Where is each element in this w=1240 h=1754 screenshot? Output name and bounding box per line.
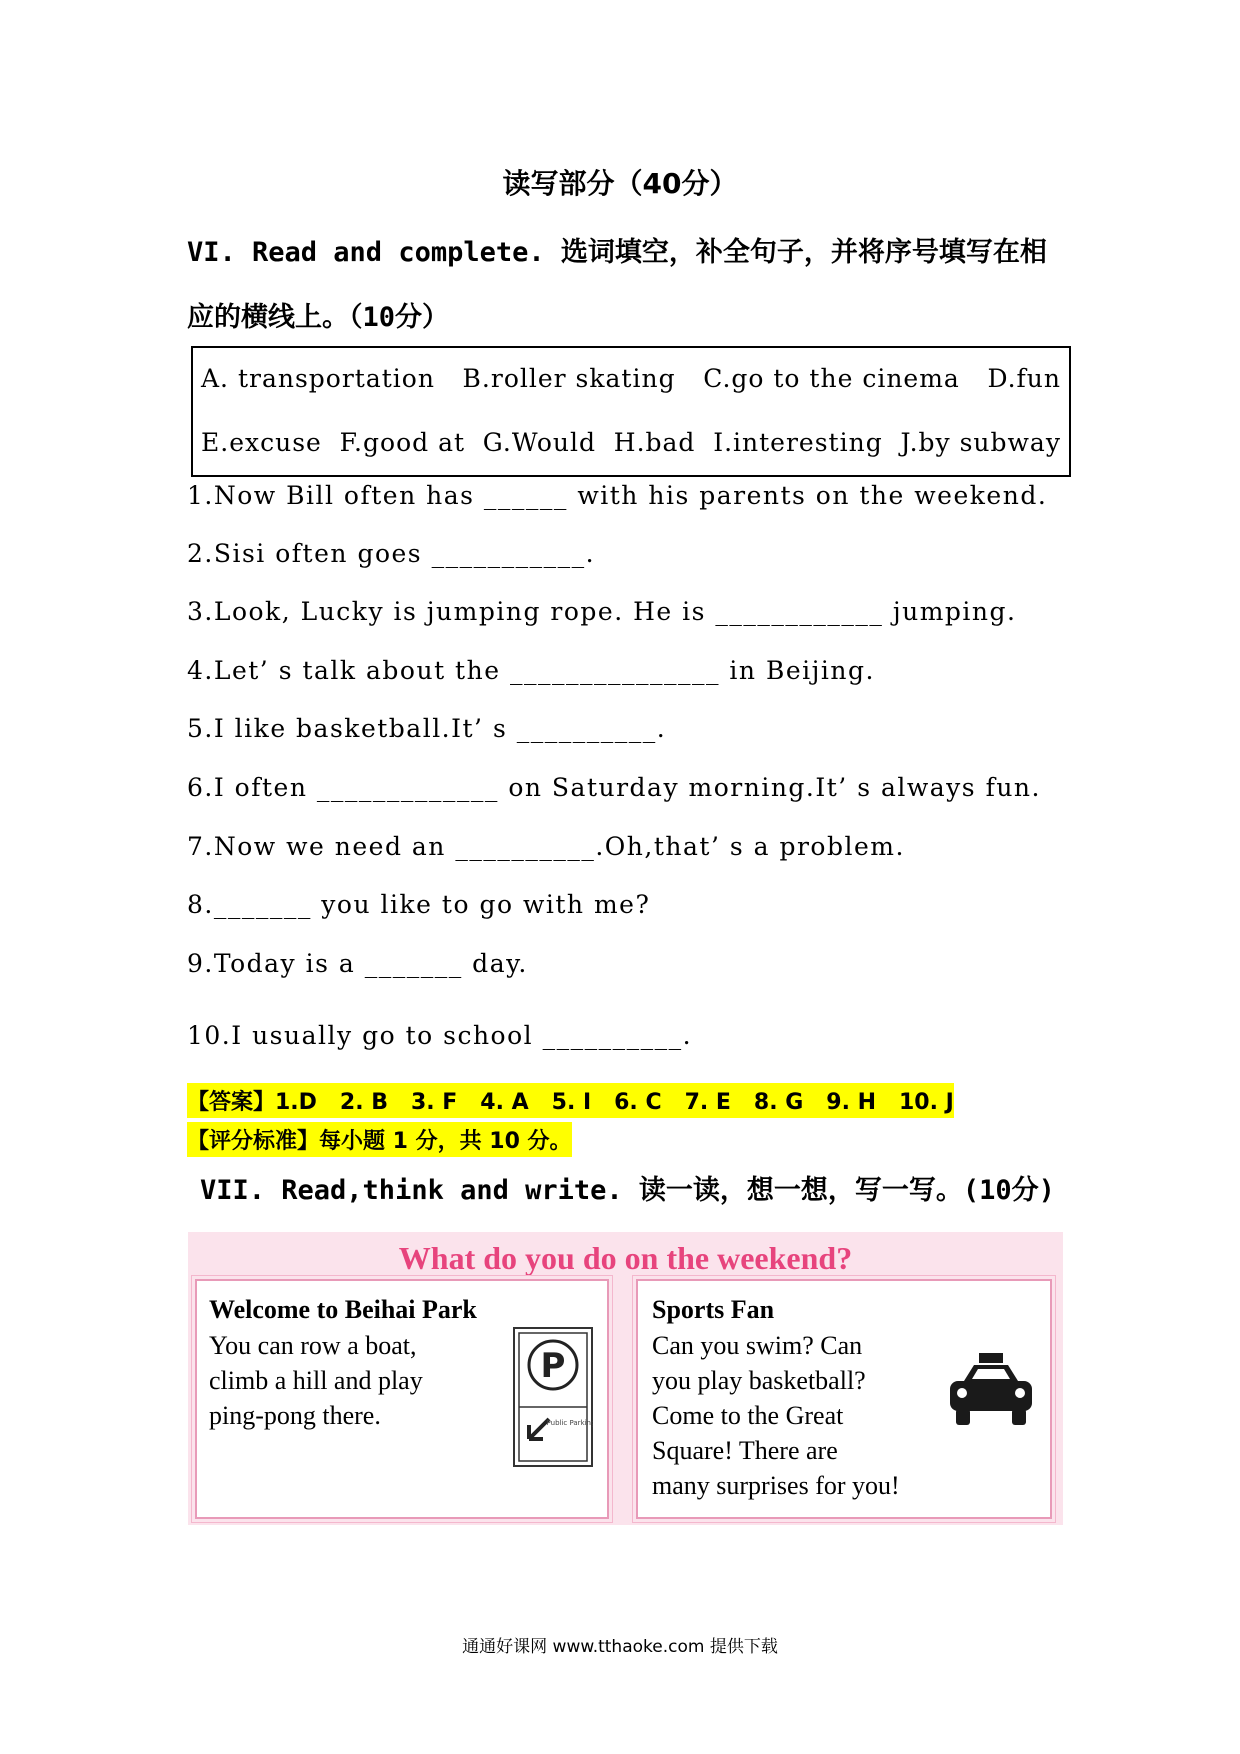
word-option: A. transportation (201, 364, 435, 393)
word-option: F.good at (339, 428, 466, 457)
beihai-park-card (195, 1279, 609, 1519)
parking-sign-icon (513, 1327, 593, 1467)
sign-caption: Public Parking (546, 1419, 593, 1427)
word-option: J.by subway (900, 428, 1061, 457)
word-bank-row-1 (201, 364, 1061, 393)
section-7-heading: VII. Read,think and write. 读一读，想一想，写一写。(10分) (200, 1175, 1055, 1206)
question-3: 3.Look, Lucky is jumping rope. He is ____________ jumping. (187, 597, 1017, 626)
question-9: 9.Today is a _______ day. (187, 949, 528, 978)
answer-key: 【答案】1.D 2. B 3. F 4. A 5. I 6. C 7. E 8. G 9. H 10. J (187, 1083, 954, 1118)
word-option: H.bad (613, 428, 696, 457)
taxi-icon (946, 1351, 1036, 1435)
section-6-heading: VI. Read and complete. 选词填空，补全句子，并将序号填写在相 (187, 237, 1047, 268)
page-footer: 通通好课网 www.tthaoke.com 提供下载 (462, 1637, 778, 1657)
card-heading: Sports Fan (652, 1295, 775, 1324)
question-6: 6.I often _____________ on Saturday morning.It’ s always fun. (187, 773, 1041, 802)
sports-fan-card (636, 1279, 1052, 1519)
word-option: D.fun (987, 364, 1061, 393)
word-bank (191, 346, 1071, 477)
question-7: 7.Now we need an __________.Oh,that’ s a problem. (187, 832, 905, 861)
word-bank-row-2 (201, 428, 1061, 457)
card-line: climb a hill and play (209, 1366, 423, 1395)
question-2: 2.Sisi often goes ___________. (187, 539, 596, 568)
card-heading: Welcome to Beihai Park (209, 1295, 477, 1324)
question-5: 5.I like basketball.It’ s __________. (187, 714, 667, 743)
section-6-heading-cont: 应的横线上。（10分） (187, 302, 450, 333)
card-line: Can you swim? Can (652, 1331, 863, 1360)
question-1: 1.Now Bill often has ______ with his parents on the weekend. (187, 481, 1048, 510)
card-line: Come to the Great (652, 1401, 844, 1430)
card-line: You can row a boat, (209, 1331, 417, 1360)
poster-title: What do you do on the weekend? (398, 1240, 853, 1276)
word-option: E.excuse (201, 428, 322, 457)
sign-letter: P (540, 1346, 566, 1386)
word-option: B.roller skating (462, 364, 676, 393)
card-line: Square! There are (652, 1436, 838, 1465)
card-line: many surprises for you! (652, 1471, 900, 1500)
question-10: 10.I usually go to school __________. (187, 1021, 693, 1050)
word-option: I.interesting (713, 428, 883, 457)
weekend-poster (188, 1232, 1063, 1525)
card-line: you play basketball? (652, 1366, 866, 1395)
scoring-standard: 【评分标准】每小题 1 分，共 10 分。 (187, 1122, 572, 1157)
question-8: 8._______ you like to go with me? (187, 890, 651, 919)
page-title: 读写部分（40分） (502, 167, 738, 200)
word-option: C.go to the cinema (703, 364, 960, 393)
question-4: 4.Let’ s talk about the _______________ in Beijing. (187, 656, 875, 685)
word-option: G.Would (482, 428, 596, 457)
card-line: ping-pong there. (209, 1401, 381, 1430)
